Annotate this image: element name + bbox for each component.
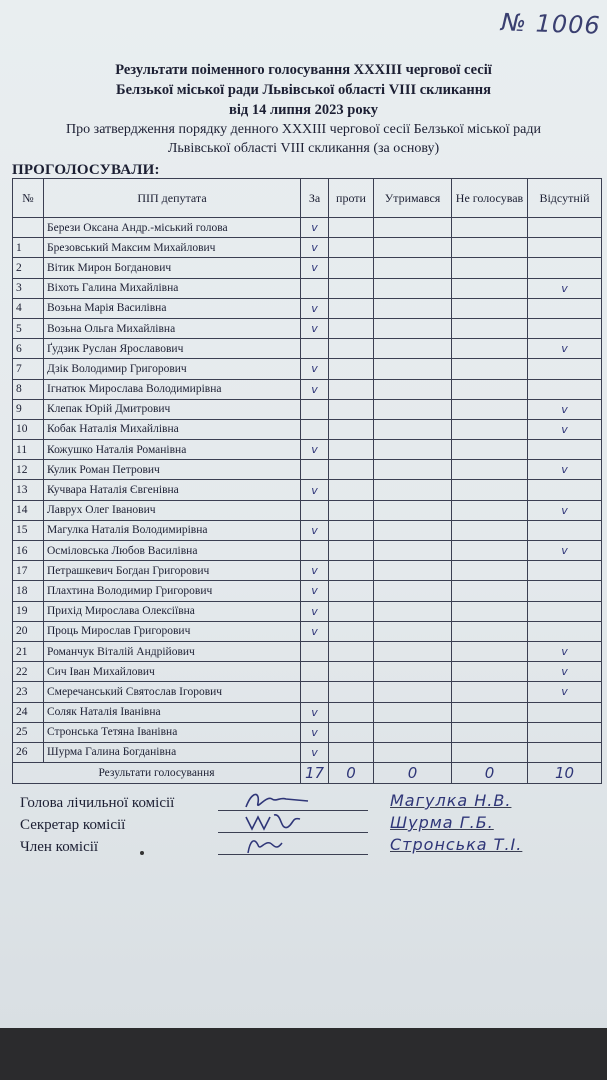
vote-for-cell: [301, 500, 329, 520]
vote-absent-cell: [528, 379, 602, 399]
vote-abstain-cell: [374, 278, 452, 298]
table-row: [13, 621, 602, 641]
vote-for-cell: [301, 541, 329, 561]
row-number: 18: [13, 581, 44, 601]
vote-against-cell: [329, 682, 374, 702]
vote-not-voted-cell: [452, 359, 528, 379]
vote-abstain-cell: [374, 258, 452, 278]
vote-against-cell: [329, 318, 374, 338]
table-row: [13, 541, 602, 561]
vote-absent-cell: [528, 258, 602, 278]
row-number: 11: [13, 440, 44, 460]
header-name: ПІП депутата: [44, 179, 301, 218]
row-number: 6: [13, 339, 44, 359]
vote-not-voted-cell: [452, 399, 528, 419]
vote-abstain-cell: [374, 722, 452, 742]
table-row: [13, 520, 602, 540]
vote-against-cell: [329, 702, 374, 722]
vote-absent-cell: [528, 238, 602, 258]
vote-against-cell: [329, 339, 374, 359]
vote-absent-cell: v: [528, 641, 602, 661]
vote-absent-cell: v: [528, 339, 602, 359]
table-row: [13, 339, 602, 359]
deputy-name: Кожушко Наталія Романівна: [44, 440, 301, 460]
deputy-name: Кулик Роман Петрович: [44, 460, 301, 480]
vote-for-cell: [301, 662, 329, 682]
vote-against-cell: [329, 641, 374, 661]
vote-absent-cell: [528, 621, 602, 641]
signature-role: Секретар комісії: [20, 817, 126, 833]
table-row: [13, 318, 602, 338]
vote-absent-cell: v: [528, 500, 602, 520]
result-against: 0: [329, 763, 374, 784]
table-row: [13, 500, 602, 520]
row-number: 13: [13, 480, 44, 500]
deputy-name: Ґудзик Руслан Ярославович: [44, 339, 301, 359]
table-row: [13, 601, 602, 621]
table-row: [13, 641, 602, 661]
deputy-name: Романчук Віталій Андрійович: [44, 641, 301, 661]
row-number: 7: [13, 359, 44, 379]
deputy-name: Возьна Марія Василівна: [44, 298, 301, 318]
vote-not-voted-cell: [452, 702, 528, 722]
vote-for-cell: [301, 399, 329, 419]
signature-scribble: [242, 831, 312, 857]
vote-against-cell: [329, 500, 374, 520]
vote-abstain-cell: [374, 419, 452, 439]
voted-label: ПРОГОЛОСУВАЛИ:: [12, 162, 160, 178]
vote-for-cell: v: [301, 601, 329, 621]
vote-for-cell: v: [301, 581, 329, 601]
signature-role: Голова лічильної комісії: [20, 795, 175, 811]
vote-not-voted-cell: [452, 379, 528, 399]
row-number: 12: [13, 460, 44, 480]
vote-absent-cell: [528, 561, 602, 581]
row-number: [13, 218, 44, 238]
vote-against-cell: [329, 541, 374, 561]
signature-block: [20, 791, 590, 861]
vote-absent-cell: [528, 601, 602, 621]
header-not-voted: Не голосував: [452, 179, 528, 218]
vote-absent-cell: v: [528, 278, 602, 298]
vote-against-cell: [329, 722, 374, 742]
deputy-name: Возьна Ольга Михайлівна: [44, 318, 301, 338]
vote-for-cell: [301, 419, 329, 439]
vote-not-voted-cell: [452, 541, 528, 561]
vote-not-voted-cell: [452, 500, 528, 520]
table-row: [13, 419, 602, 439]
vote-against-cell: [329, 298, 374, 318]
subject-line: Про затвердження порядку денного XXXIII чергової сесії Белзької міської ради: [66, 122, 541, 137]
vote-for-cell: v: [301, 702, 329, 722]
vote-absent-cell: [528, 581, 602, 601]
header-num: №: [13, 179, 44, 218]
deputy-name: Клепак Юрій Дмитрович: [44, 399, 301, 419]
deputy-name: Осміловська Любов Василівна: [44, 541, 301, 561]
vote-for-cell: v: [301, 520, 329, 540]
vote-absent-cell: [528, 359, 602, 379]
vote-not-voted-cell: [452, 419, 528, 439]
row-number: 4: [13, 298, 44, 318]
vote-not-voted-cell: [452, 742, 528, 762]
vote-not-voted-cell: [452, 238, 528, 258]
vote-against-cell: [329, 460, 374, 480]
vote-not-voted-cell: [452, 722, 528, 742]
vote-against-cell: [329, 218, 374, 238]
voting-table: [12, 178, 602, 784]
row-number: 24: [13, 702, 44, 722]
vote-abstain-cell: [374, 541, 452, 561]
vote-against-cell: [329, 379, 374, 399]
vote-not-voted-cell: [452, 621, 528, 641]
row-number: 5: [13, 318, 44, 338]
deputy-name: Кобак Наталія Михайлівна: [44, 419, 301, 439]
vote-absent-cell: v: [528, 541, 602, 561]
deputy-name: Шурма Галина Богданівна: [44, 742, 301, 762]
vote-abstain-cell: [374, 339, 452, 359]
result-not-voted: 0: [452, 763, 528, 784]
result-for: 17: [301, 763, 329, 784]
table-row: [13, 298, 602, 318]
vote-not-voted-cell: [452, 440, 528, 460]
vote-absent-cell: v: [528, 399, 602, 419]
table-row: [13, 581, 602, 601]
vote-against-cell: [329, 440, 374, 460]
title-line: Белзької міської ради Львівської області VIII скликання: [116, 82, 491, 98]
vote-against-cell: [329, 742, 374, 762]
row-number: 3: [13, 278, 44, 298]
deputy-name: Стронська Тетяна Іванівна: [44, 722, 301, 742]
vote-absent-cell: [528, 298, 602, 318]
subject-line: Львівської області VIII скликання (за основу): [167, 141, 440, 156]
vote-abstain-cell: [374, 440, 452, 460]
vote-not-voted-cell: [452, 318, 528, 338]
vote-not-voted-cell: [452, 601, 528, 621]
row-number: 16: [13, 541, 44, 561]
vote-against-cell: [329, 419, 374, 439]
row-number: 2: [13, 258, 44, 278]
table-row: [13, 722, 602, 742]
vote-for-cell: v: [301, 218, 329, 238]
row-number: 19: [13, 601, 44, 621]
vote-absent-cell: [528, 742, 602, 762]
vote-not-voted-cell: [452, 298, 528, 318]
vote-against-cell: [329, 399, 374, 419]
signature-row: [20, 835, 590, 861]
vote-abstain-cell: [374, 500, 452, 520]
table-row: [13, 662, 602, 682]
vote-abstain-cell: [374, 379, 452, 399]
vote-against-cell: [329, 238, 374, 258]
signature-role: Член комісії: [20, 839, 99, 855]
table-row: [13, 460, 602, 480]
row-number: 20: [13, 621, 44, 641]
vote-against-cell: [329, 359, 374, 379]
title-line: від 14 липня 2023 року: [229, 102, 378, 118]
vote-absent-cell: v: [528, 682, 602, 702]
vote-abstain-cell: [374, 298, 452, 318]
vote-not-voted-cell: [452, 682, 528, 702]
vote-for-cell: v: [301, 258, 329, 278]
vote-abstain-cell: [374, 480, 452, 500]
vote-not-voted-cell: [452, 278, 528, 298]
table-row: [13, 702, 602, 722]
vote-abstain-cell: [374, 682, 452, 702]
result-label: Результати голосування: [13, 763, 301, 784]
row-number: 9: [13, 399, 44, 419]
vote-absent-cell: [528, 440, 602, 460]
vote-not-voted-cell: [452, 480, 528, 500]
vote-absent-cell: [528, 318, 602, 338]
vote-abstain-cell: [374, 662, 452, 682]
vote-absent-cell: v: [528, 662, 602, 682]
vote-for-cell: v: [301, 480, 329, 500]
result-absent: 10: [528, 763, 602, 784]
table-row: [13, 561, 602, 581]
header-for: За: [301, 179, 329, 218]
vote-abstain-cell: [374, 238, 452, 258]
header-against: проти: [329, 179, 374, 218]
vote-for-cell: [301, 278, 329, 298]
vote-abstain-cell: [374, 742, 452, 762]
vote-not-voted-cell: [452, 218, 528, 238]
table-row: [13, 742, 602, 762]
row-number: 26: [13, 742, 44, 762]
vote-against-cell: [329, 601, 374, 621]
vote-not-voted-cell: [452, 581, 528, 601]
vote-not-voted-cell: [452, 561, 528, 581]
table-row: [13, 480, 602, 500]
deputy-name: Смеречанський Святослав Ігорович: [44, 682, 301, 702]
table-row: [13, 440, 602, 460]
row-number: 25: [13, 722, 44, 742]
table-header-row: [13, 179, 602, 218]
vote-abstain-cell: [374, 621, 452, 641]
row-number: 14: [13, 500, 44, 520]
vote-for-cell: v: [301, 298, 329, 318]
vote-absent-cell: [528, 520, 602, 540]
deputy-name: Лаврух Олег Іванович: [44, 500, 301, 520]
vote-abstain-cell: [374, 318, 452, 338]
vote-against-cell: [329, 561, 374, 581]
vote-for-cell: v: [301, 742, 329, 762]
vote-absent-cell: v: [528, 460, 602, 480]
deputy-name: Дзік Володимир Григорович: [44, 359, 301, 379]
deputy-name: Магулка Наталія Володимирівна: [44, 520, 301, 540]
vote-not-voted-cell: [452, 339, 528, 359]
row-number: 15: [13, 520, 44, 540]
vote-not-voted-cell: [452, 520, 528, 540]
deputy-name: Плахтина Володимир Григорович: [44, 581, 301, 601]
signature-name: Магулка Н.В.: [390, 791, 512, 810]
vote-for-cell: [301, 682, 329, 702]
vote-for-cell: v: [301, 722, 329, 742]
row-number: 23: [13, 682, 44, 702]
deputy-name: Берези Оксана Андр.-міський голова: [44, 218, 301, 238]
vote-abstain-cell: [374, 218, 452, 238]
vote-absent-cell: [528, 218, 602, 238]
vote-abstain-cell: [374, 359, 452, 379]
vote-against-cell: [329, 480, 374, 500]
vote-against-cell: [329, 258, 374, 278]
table-row: [13, 399, 602, 419]
vote-for-cell: [301, 460, 329, 480]
deputy-name: Проць Мирослав Григорович: [44, 621, 301, 641]
vote-for-cell: v: [301, 379, 329, 399]
deputy-name: Соляк Наталія Іванівна: [44, 702, 301, 722]
vote-abstain-cell: [374, 399, 452, 419]
deputy-name: Прихід Мирослава Олексіївна: [44, 601, 301, 621]
vote-absent-cell: [528, 702, 602, 722]
vote-abstain-cell: [374, 561, 452, 581]
vote-against-cell: [329, 621, 374, 641]
table-row: [13, 682, 602, 702]
vote-abstain-cell: [374, 581, 452, 601]
row-number: 21: [13, 641, 44, 661]
row-number: 17: [13, 561, 44, 581]
row-number: 8: [13, 379, 44, 399]
table-row: [13, 278, 602, 298]
vote-against-cell: [329, 662, 374, 682]
title-line: Результати поіменного голосування XXXIII чергової сесії: [115, 62, 492, 78]
vote-for-cell: v: [301, 318, 329, 338]
row-number: 22: [13, 662, 44, 682]
vote-for-cell: v: [301, 561, 329, 581]
header-abstain: Утримався: [374, 179, 452, 218]
vote-absent-cell: [528, 480, 602, 500]
vote-abstain-cell: [374, 460, 452, 480]
row-number: 1: [13, 238, 44, 258]
vote-against-cell: [329, 581, 374, 601]
header-absent: Відсутній: [528, 179, 602, 218]
table-row: [13, 258, 602, 278]
vote-for-cell: [301, 641, 329, 661]
signature-name: Стронська Т.І.: [390, 835, 523, 854]
document-header: [0, 60, 607, 158]
document-number: № 1006: [500, 8, 602, 40]
vote-against-cell: [329, 520, 374, 540]
signature-name: Шурма Г.Б.: [390, 813, 494, 832]
ink-dot: [140, 851, 144, 855]
vote-absent-cell: v: [528, 419, 602, 439]
row-number: 10: [13, 419, 44, 439]
deputy-name: Сич Іван Михайлович: [44, 662, 301, 682]
table-row: [13, 359, 602, 379]
deputy-name: Петрашкевич Богдан Григорович: [44, 561, 301, 581]
deputy-name: Ігнатюк Мирослава Володимирівна: [44, 379, 301, 399]
vote-for-cell: v: [301, 359, 329, 379]
vote-not-voted-cell: [452, 460, 528, 480]
vote-not-voted-cell: [452, 258, 528, 278]
result-row: [13, 763, 602, 784]
vote-abstain-cell: [374, 702, 452, 722]
vote-absent-cell: [528, 722, 602, 742]
deputy-name: Кучвара Наталія Євгенівна: [44, 480, 301, 500]
deputy-name: Брезовський Максим Михайлович: [44, 238, 301, 258]
table-row: [13, 238, 602, 258]
vote-abstain-cell: [374, 601, 452, 621]
table-row: [13, 379, 602, 399]
vote-abstain-cell: [374, 641, 452, 661]
deputy-name: Віхоть Галина Михайлівна: [44, 278, 301, 298]
vote-not-voted-cell: [452, 662, 528, 682]
vote-abstain-cell: [374, 520, 452, 540]
deputy-name: Вітик Мирон Богданович: [44, 258, 301, 278]
vote-not-voted-cell: [452, 641, 528, 661]
vote-for-cell: v: [301, 440, 329, 460]
vote-for-cell: v: [301, 238, 329, 258]
vote-for-cell: v: [301, 621, 329, 641]
result-abstain: 0: [374, 763, 452, 784]
table-row: [13, 218, 602, 238]
vote-against-cell: [329, 278, 374, 298]
vote-for-cell: [301, 339, 329, 359]
